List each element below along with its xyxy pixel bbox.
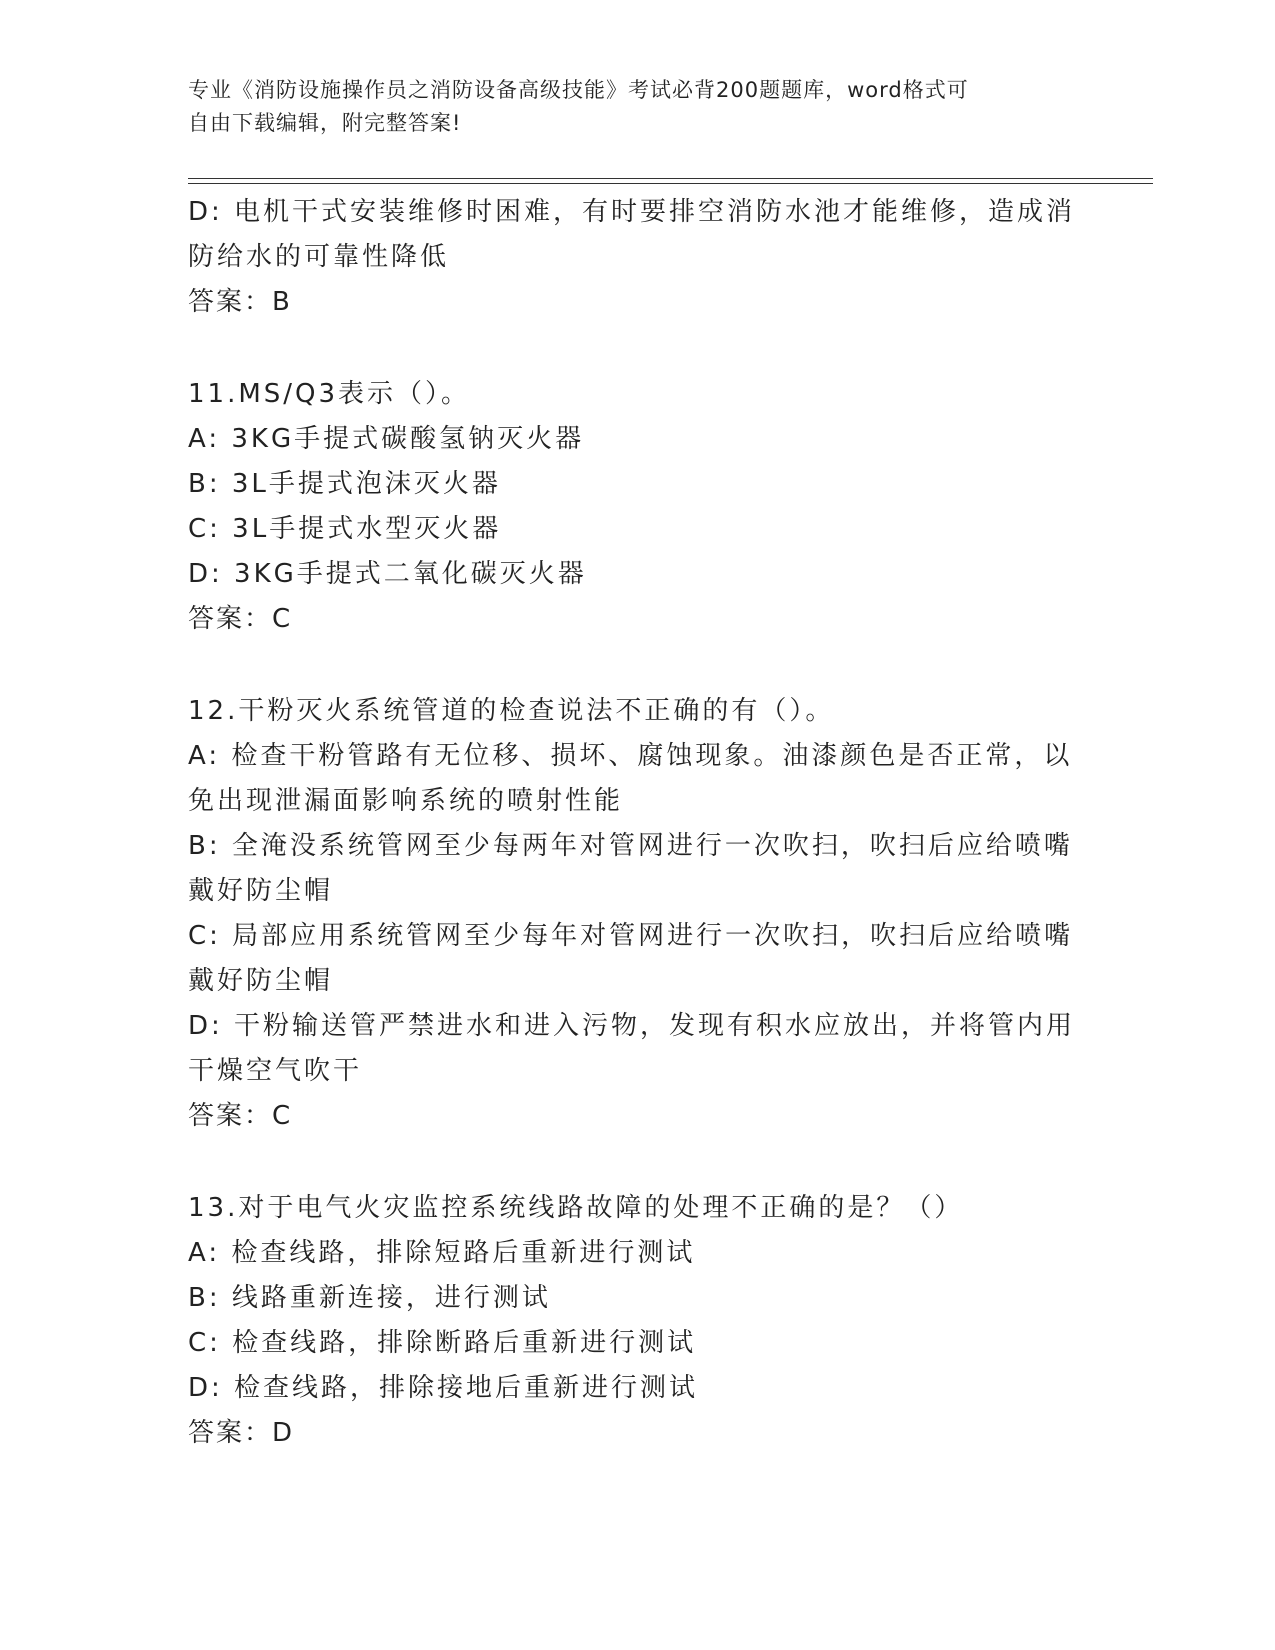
- spacer: [188, 642, 1088, 689]
- option-b: B: 线路重新连接，进行测试: [188, 1283, 551, 1313]
- option-d-line-2: 防给水的可靠性降低: [188, 242, 450, 272]
- answer-line: 答案：C: [188, 604, 293, 634]
- header-divider-bottom: [188, 183, 1153, 184]
- question-content: [188, 190, 1088, 1456]
- spacer: [188, 1139, 1088, 1186]
- answer-line: 答案：D: [188, 1418, 295, 1448]
- option-a: A: 检查线路，排除短路后重新进行测试: [188, 1238, 696, 1268]
- option-b: B: 3L手提式泡沫灭火器: [188, 469, 501, 499]
- option-a-line-2: 免出现泄漏面影响系统的喷射性能: [188, 786, 624, 816]
- option-b-line-2: 戴好防尘帽: [188, 876, 334, 906]
- option-a-line-1: A: 检查干粉管路有无位移、损坏、腐蚀现象。油漆颜色是否正常，以: [188, 741, 1073, 771]
- page-header: [188, 74, 1068, 140]
- answer-line: 答案：B: [188, 287, 292, 317]
- question-stem: 12.干粉灭火系统管道的检查说法不正确的有（）。: [188, 696, 835, 726]
- option-d-line-1: D: 干粉输送管严禁进水和进入污物，发现有积水应放出，并将管内用: [188, 1011, 1076, 1041]
- question-stem: 13.对于电气火灾监控系统线路故障的处理不正确的是？（）: [188, 1193, 964, 1223]
- header-title-line-1: 专业《消防设施操作员之消防设备高级技能》考试必背200题题库，word格式可: [188, 78, 969, 102]
- option-d: D: 检查线路，排除接地后重新进行测试: [188, 1373, 699, 1403]
- option-c: C: 3L手提式水型灭火器: [188, 514, 502, 544]
- previous-question-tail: [188, 190, 1088, 325]
- option-c-line-1: C: 局部应用系统管网至少每年对管网进行一次吹扫，吹扫后应给喷嘴: [188, 921, 1074, 951]
- option-d-line-1: D: 电机干式安装维修时困难，有时要排空消防水池才能维修，造成消: [188, 197, 1076, 227]
- question-11: [188, 372, 1088, 642]
- option-a: A: 3KG手提式碳酸氢钠灭火器: [188, 424, 585, 454]
- option-c: C: 检查线路，排除断路后重新进行测试: [188, 1328, 697, 1358]
- header-title-line-2: 自由下载编辑，附完整答案!: [188, 111, 462, 135]
- question-13: [188, 1186, 1088, 1456]
- option-b-line-1: B: 全淹没系统管网至少每两年对管网进行一次吹扫，吹扫后应给喷嘴: [188, 831, 1073, 861]
- question-12: [188, 689, 1088, 1139]
- header-divider-top: [188, 178, 1153, 179]
- spacer: [188, 325, 1088, 372]
- option-d: D: 3KG手提式二氧化碳灭火器: [188, 559, 587, 589]
- option-d-line-2: 干燥空气吹干: [188, 1056, 363, 1086]
- answer-line: 答案：C: [188, 1101, 293, 1131]
- question-stem: 11.MS/Q3表示（）。: [188, 379, 471, 409]
- option-c-line-2: 戴好防尘帽: [188, 966, 334, 996]
